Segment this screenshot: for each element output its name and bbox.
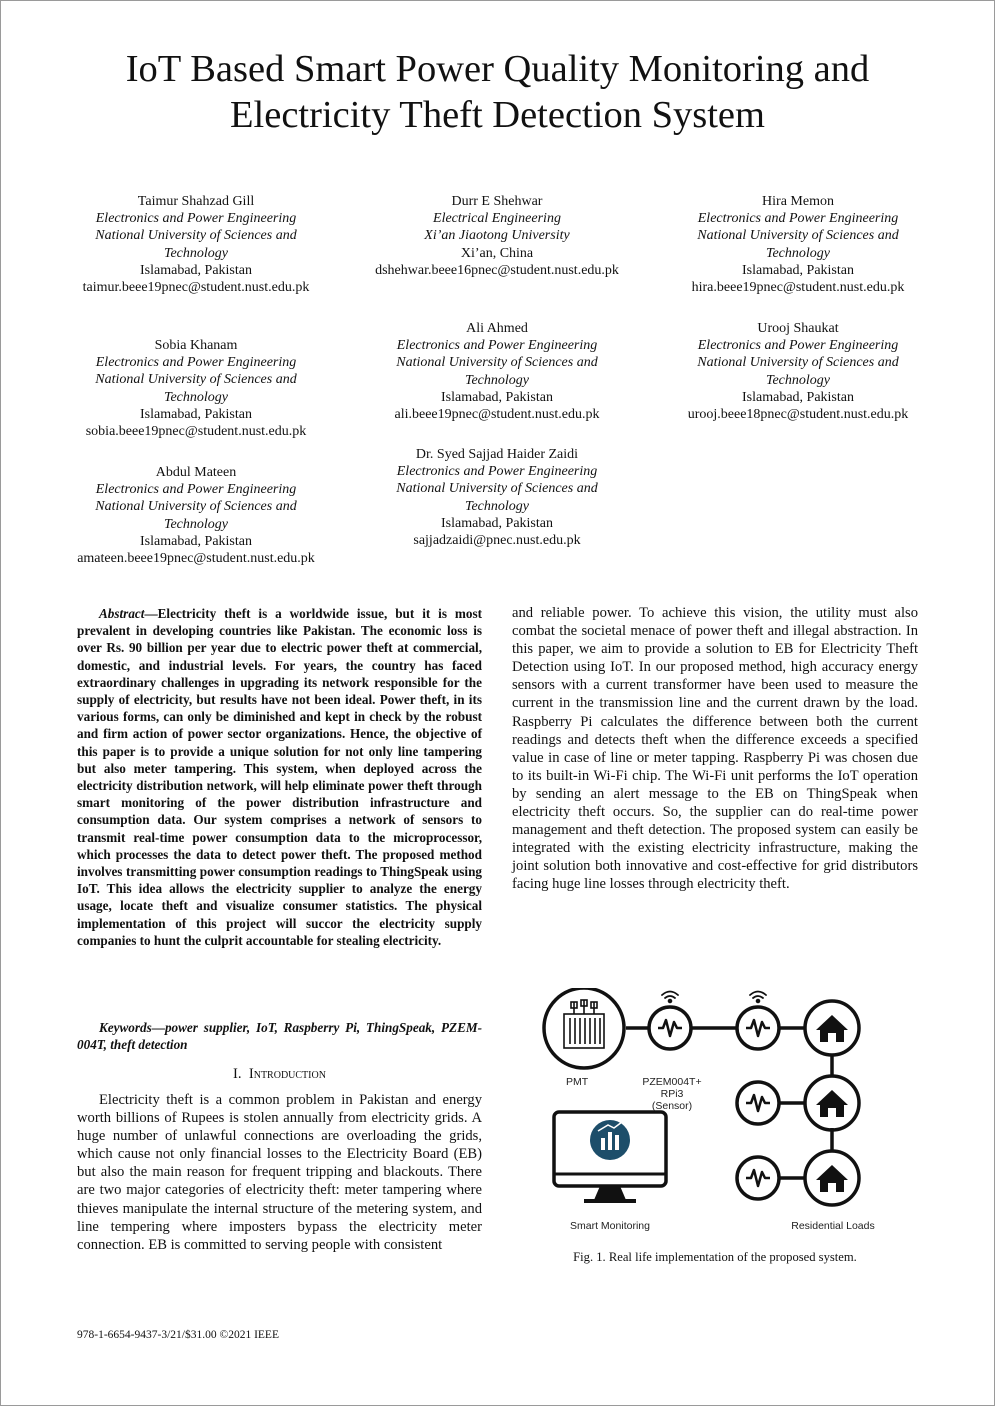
abstract-text: —Electricity theft is a worldwide issue, but it is most prevalent in developing countries like Pakistan. The economic loss is over Rs. 90 billion per year due to electric power theft at commercial, domestic, and industrial levels. For years, the country has faced extraordinary challenges in upgrading its network responsible for the supply of electricity, but results have not been ideal. Power theft, in its various forms, can only be diminished and kept in check by the robust and firm action of power sector organizations. Hence, the objective of this paper is to provide a unique solution for not only line tampering but also meter tampering. This system, when deployed across the electricity distribution network, will help eliminate power theft through smart monitoring of the power distribution infrastructure and consumption data. Our system comprises a network of sensors to transmit real-time power consumption data to the microprocessor, which processes the data to detect power theft. The proposed method involves transmitting power consumption readings to ThingSpeak using IoT. This idea allows the electricity supplier to analyze the energy usage, locate theft and visualize consumer statistics. The physical implementation of this project will succor the electricity supply companies to hunt the culprit accountable for stealing electricity. — [77, 606, 482, 948]
monitor-chart-icon — [554, 1112, 666, 1203]
system-figure — [538, 988, 898, 1238]
author-dept: Electrical Engineering — [433, 211, 561, 227]
monitor-label: Smart Monitoring — [570, 1220, 650, 1232]
author-city: Islamabad, Pakistan — [742, 389, 854, 405]
author-email[interactable]: ali.beee19pnec@student.nust.edu.pk — [394, 407, 600, 423]
waveform-sensor-icon — [658, 1020, 682, 1036]
abstract-lead: Abstract — [99, 606, 145, 621]
copyright-footer: 978-1-6654-9437-3/21/$31.00 ©2021 IEEE — [77, 1329, 279, 1341]
waveform-sensor-icon — [746, 1020, 770, 1036]
author-email[interactable]: urooj.beee18pnec@student.nust.edu.pk — [687, 407, 909, 423]
author-name: Hira Memon — [762, 194, 834, 209]
author-email[interactable]: amateen.beee19pnec@student.nust.edu.pk — [77, 551, 315, 567]
author-uni: National University of Sciences and Technology — [697, 228, 899, 261]
sensor-circle — [737, 1007, 779, 1049]
author-city: Islamabad, Pakistan — [441, 389, 553, 405]
author-city: Xi’an, China — [460, 245, 534, 261]
author-email[interactable]: dshehwar.beee16pnec@student.nust.edu.pk — [375, 262, 619, 278]
title-line-2: Electricity Theft Detection System — [230, 94, 765, 136]
author-name: Abdul Mateen — [155, 465, 237, 480]
sensor-circle — [649, 1007, 691, 1049]
right-column-paragraph: and reliable power. To achieve this vision, the utility must also combat the societal menace of power theft and illegal abstraction. In this paper, we aim to provide a solution to EB for Electricity Theft Detection using IoT. In our proposed method, high accuracy energy sensors with a current transformer have been used to measure the current in the transmission line and the current drawn by the load. Raspberry Pi calculates the difference between both the current readings and detects theft when the difference exceeds a specified value in case of line or meter tapping. Raspberry Pi was chosen due to its built-in Wi-Fi chip. The Wi-Fi unit performs the IoT operation by sending an alert message to the EB on ThingSpeak when electricity theft occurs. So, the supplier can do real-time power management and theft detection. The proposed system can easily be integrated with the existing electricity infrastructure, making the joint solution both innovative and cost-effective for grid distributors facing huge line losses through electricity theft. — [512, 605, 918, 893]
author-dept: Electronics and Power Engineering — [95, 482, 297, 498]
wifi-icon — [662, 992, 678, 1003]
author-city: Islamabad, Pakistan — [140, 533, 252, 549]
author-uni: National University of Sciences and Technology — [396, 481, 598, 514]
waveform-sensor-icon — [746, 1170, 770, 1186]
author-dept: Electronics and Power Engineering — [95, 355, 297, 371]
author-block — [673, 193, 923, 296]
loads-label: Residential Loads — [791, 1220, 875, 1232]
author-dept: Electronics and Power Engineering — [697, 338, 899, 354]
author-name: Sobia Khanam — [154, 338, 238, 353]
author-email[interactable]: sobia.beee19pnec@student.nust.edu.pk — [85, 424, 307, 440]
author-city: Islamabad, Pakistan — [140, 406, 252, 422]
author-dept: Electronics and Power Engineering — [396, 338, 598, 354]
figure-caption: Fig. 1. Real life implementation of the proposed system. — [573, 1250, 857, 1264]
author-uni: National University of Sciences and Technology — [697, 355, 899, 388]
keywords-paragraph: Keywords—power supplier, IoT, Raspberry Pi, ThingSpeak, PZEM-004T, theft detection — [77, 1020, 482, 1053]
author-city: Islamabad, Pakistan — [140, 262, 252, 278]
transformer-icon — [564, 1000, 604, 1048]
section-number: I. — [233, 1066, 242, 1082]
section-heading — [77, 1066, 482, 1083]
author-email[interactable]: taimur.beee19pnec@student.nust.edu.pk — [82, 280, 310, 296]
author-uni: National University of Sciences and Technology — [95, 228, 297, 261]
author-dept: Electronics and Power Engineering — [697, 211, 899, 227]
paper-title — [60, 46, 935, 138]
author-block — [71, 464, 321, 567]
author-block — [71, 337, 321, 440]
waveform-sensor-icon — [746, 1095, 770, 1111]
author-name: Dr. Syed Sajjad Haider Zaidi — [415, 447, 579, 462]
section-title: Introduction — [248, 1066, 326, 1082]
author-dept: Electronics and Power Engineering — [396, 464, 598, 480]
author-block — [71, 193, 321, 296]
sensor-label-line-2: (Sensor) — [651, 1100, 693, 1112]
sensor-circle — [737, 1082, 779, 1124]
author-block — [372, 193, 622, 279]
pmt-label: PMT — [566, 1076, 589, 1088]
author-email[interactable]: sajjadzaidi@pnec.nust.edu.pk — [413, 533, 581, 549]
figure-diagram — [538, 988, 898, 1238]
author-uni: National University of Sciences and Technology — [95, 372, 297, 405]
author-block — [673, 320, 923, 423]
author-dept: Electronics and Power Engineering — [95, 211, 297, 227]
author-block — [372, 320, 622, 423]
author-uni: National University of Sciences and Technology — [396, 355, 598, 388]
sensor-circle — [737, 1157, 779, 1199]
abstract-paragraph — [77, 605, 482, 949]
sensor-label — [630, 1076, 714, 1112]
author-uni: National University of Sciences and Technology — [95, 499, 297, 532]
author-name: Ali Ahmed — [466, 321, 528, 336]
sensor-label-line-1: PZEM004T+ RPi3 — [642, 1076, 702, 1100]
author-name: Taimur Shahzad Gill — [137, 194, 255, 209]
author-email[interactable]: hira.beee19pnec@student.nust.edu.pk — [691, 280, 905, 296]
wifi-icon — [750, 992, 766, 1003]
intro-paragraph: Electricity theft is a common problem in Pakistan and energy worth billions of Rupees is stolen annually from electricity grids. A huge number of unlawful connections are overloading the grids, which cause not only financial losses to the Electricity Board (EB) but also the main reason for frequent tripping and blackouts. There are two major categories of electricity theft: meter tampering where thieves manipulate the internal structure of the metering system, and line tempering where imposters bypass the electricity meter connection. EB is committed to serving people with consistent — [77, 1092, 482, 1253]
author-city: Islamabad, Pakistan — [441, 515, 553, 531]
author-block — [372, 446, 622, 549]
title-line-1: IoT Based Smart Power Quality Monitoring and — [125, 48, 870, 90]
author-city: Islamabad, Pakistan — [742, 262, 854, 278]
author-name: Urooj Shaukat — [757, 321, 839, 336]
author-uni: Xi’an Jiaotong University — [424, 228, 570, 244]
author-name: Durr E Shehwar — [451, 194, 543, 209]
